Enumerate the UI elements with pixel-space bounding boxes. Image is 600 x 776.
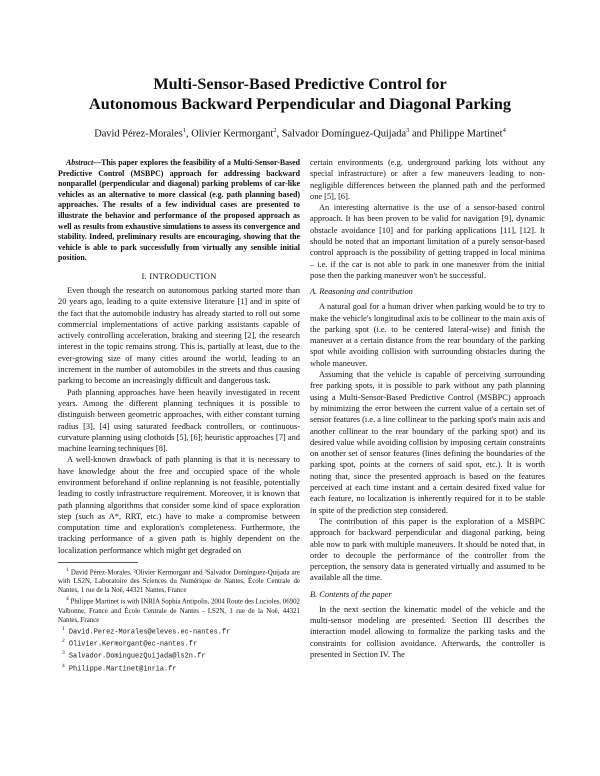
author-mark: 3 xyxy=(406,127,410,134)
paragraph: The contribution of this paper is the exploration of a MSBPC approach for backward perpendicular and diagonal parking, being able now to park with multiple maneuvers. It should be noted that, in order to decouple the performance of the controller from the perception, the sensory data is generated virtually and assumed to be available all the time. xyxy=(310,516,545,583)
title-line-1: Multi-Sensor-Based Predictive Control for xyxy=(153,75,447,93)
author-name: Salvador Domínguez-Quijada xyxy=(281,128,407,140)
footnote-affiliation xyxy=(58,566,300,595)
email-mark: 2 xyxy=(62,637,65,644)
author-separator: and xyxy=(409,128,430,140)
email-mark: 1 xyxy=(62,625,65,632)
author-name: David Pérez-Morales xyxy=(94,128,183,140)
paragraph: In the next section the kinematic model of the vehicle and the multi-sensor modeling are presented. Section III describes the interaction model allowing to formalize the parking tasks and the constraints for collision avoidance. Afterwards, the controller is presented in Section IV. The xyxy=(310,604,545,659)
title-line-2: Autonomous Backward Perpendicular and Diagonal Parking xyxy=(89,95,511,113)
author-separator: , xyxy=(276,128,282,140)
email-mark: 4 xyxy=(62,662,65,669)
email-mark: 3 xyxy=(62,650,65,657)
email-address[interactable]: David.Perez-Morales@eleves.ec-nantes.fr xyxy=(68,627,231,636)
author-name: Olivier Kermorgant xyxy=(191,128,274,140)
footnote-affiliation xyxy=(58,595,300,624)
paragraph: Assuming that the vehicle is capable of perceiving surrounding free parking spots, it is possible to park without any path planning using a Multi-Sensor-Based Predictive Control (MSBPC) approach by minimizing the error between the current value of a certain set of sensor features (i.e. a line collinear to the parking spot's main axis and another collinear to the rear boundary of the parking spot) and its desired value while avoiding collision by imposing certain constraints on another set of sensor features (lines defining the boundaries of the parking spot, points at the corners of said spot, etc.). It is worth noting that, since the presented approach is based on the features perceived at each time instant and a certain desired fixed value for each feature, no localization is inherently required for it to be stable in spite of the prediction step considered. xyxy=(310,370,546,515)
author-name: Philippe Martinet xyxy=(429,128,503,140)
email-address[interactable]: Philippe.Martinet@inria.fr xyxy=(68,664,177,673)
email-line[interactable] xyxy=(62,625,300,637)
abstract-label: Abstract xyxy=(66,158,94,167)
email-line[interactable] xyxy=(62,662,300,674)
author-mark: 1 xyxy=(182,127,187,134)
author-mark: 2 xyxy=(273,127,277,134)
subsection-heading-contents: B. Contents of the paper xyxy=(310,589,392,599)
email-address[interactable]: Salvador.DominguezQuijada@ls2n.fr xyxy=(68,652,206,661)
paragraph: certain environments (e.g. underground parking lots without any special infrastructure) or after a few maneuvers leading to non-negligible differences between the planned path and the performed one [5], [6]. xyxy=(310,158,545,201)
footnote-mark: 4 xyxy=(66,596,69,603)
right-column xyxy=(310,157,545,660)
left-column xyxy=(58,158,300,674)
author-separator: , xyxy=(186,128,192,140)
footnote-divider xyxy=(58,562,138,563)
paragraph: A well-known drawback of path planning is that it is necessary to have knowledge about the free and occupied space of the whole environment beforehand if online replanning is not feasible, potentially leading to costly infrastructure requirement. Moreover, it is known that path planning algorithms that consider some kind of space exploration step (such as A*, RRT, etc.) have to make a compromise between computation time and exploration's completeness. Furthermore, the tracking performance of a given path is highly dependent on the localization performance which might get degraded on xyxy=(58,455,300,555)
author-mark: 4 xyxy=(502,127,506,134)
footnote-text: David Pérez-Morales, ²Olivier Kermorgant and ³Salvador Domínguez-Quijada are with LS2N, Laboratoire des Sciences du Numérique de Nantes, École Centrale de Nantes, 1 rue de la Noë, 44321 Nantes, France xyxy=(58,569,300,595)
author-list xyxy=(0,124,600,140)
section-heading-introduction: I. INTRODUCTION xyxy=(141,270,217,281)
paragraph: Even though the research on autonomous parking started more than 20 years ago, leading to a quite extensive literature [1] and in spite of the fact that the automobile industry has already started to roll out some commercial implementations of active parking assistants capable of actively controlling acceleration, braking and steering [2], the research interest in the topic remains strong. This is, partially at least, due to the ever-growing size of many cities around the world, leading to an increment in the number of automobiles in the streets and thus causing parking to become an increasingly difficult and dangerous task. xyxy=(58,285,300,386)
paper-title xyxy=(0,74,600,114)
abstract xyxy=(58,158,300,264)
subsection-heading-reasoning: A. Reasoning and contribution xyxy=(310,287,413,297)
email-line[interactable] xyxy=(62,637,300,649)
footnote-text: Philippe Martinet is with INRIA Sophia Antipolis, 2004 Route des Lucioles, 06902 Valbonne, France and École Centrale de Nantes - LS2N, 1 rue de la Noë, 44321 Nantes, France xyxy=(58,598,300,624)
footnote-mark: 1 xyxy=(66,567,69,574)
email-address[interactable]: Olivier.Kermorgant@ec-nantes.fr xyxy=(68,640,198,649)
email-line[interactable] xyxy=(62,649,300,661)
paragraph: An interesting alternative is the use of a sensor-based control approach. It has been proven to be valid for navigation [9], dynamic obstacle avoidance [10] and for parking applications [11], [12]. It should be noted that an important limitation of a purely sensor-based control approach is the possibility of getting trapped in local minima – i.e. if the car is not able to park in one maneuver from the initial pose then the parking maneuver won't be successful. xyxy=(310,203,545,280)
paragraph: Path planning approaches have been heavily investigated in recent years. Among the different planning techniques it is possible to distinguish between geometric approaches, with either constant turning radius [3], [4] using saturated feedback controllers, or continuous-curvature planning using clothoids [5], [6]; heuristic approaches [7] and machine learning techniques [8]. xyxy=(58,387,300,454)
abstract-text: —This paper explores the feasibility of a Multi-Sensor-Based Predictive Control (MSBPC) approach for addressing backward nonparallel (perpendicular and diagonal) parking problems of car-like vehicles as an alternative to more classical (e.g. path planning based) approaches. The results of a few individual cases are presented to illustrate the behavior and performance of the proposed approach as well as results from exhaustive simulations to assess its convergence and stability. Indeed, preliminary results are encouraging, showing that the vehicle is able to park successfully from virtually any sensible initial position. xyxy=(58,158,300,263)
paragraph: A natural goal for a human driver when parking would be to try to make the vehicle's longitudinal axis to be collinear to the main axis of the parking spot (i.e. to be centered lateral-wise) and finish the maneuver at a certain distance from the rear boundary of the parking spot while avoiding collision with surrounding obstacles during the whole maneuver. xyxy=(310,302,545,368)
